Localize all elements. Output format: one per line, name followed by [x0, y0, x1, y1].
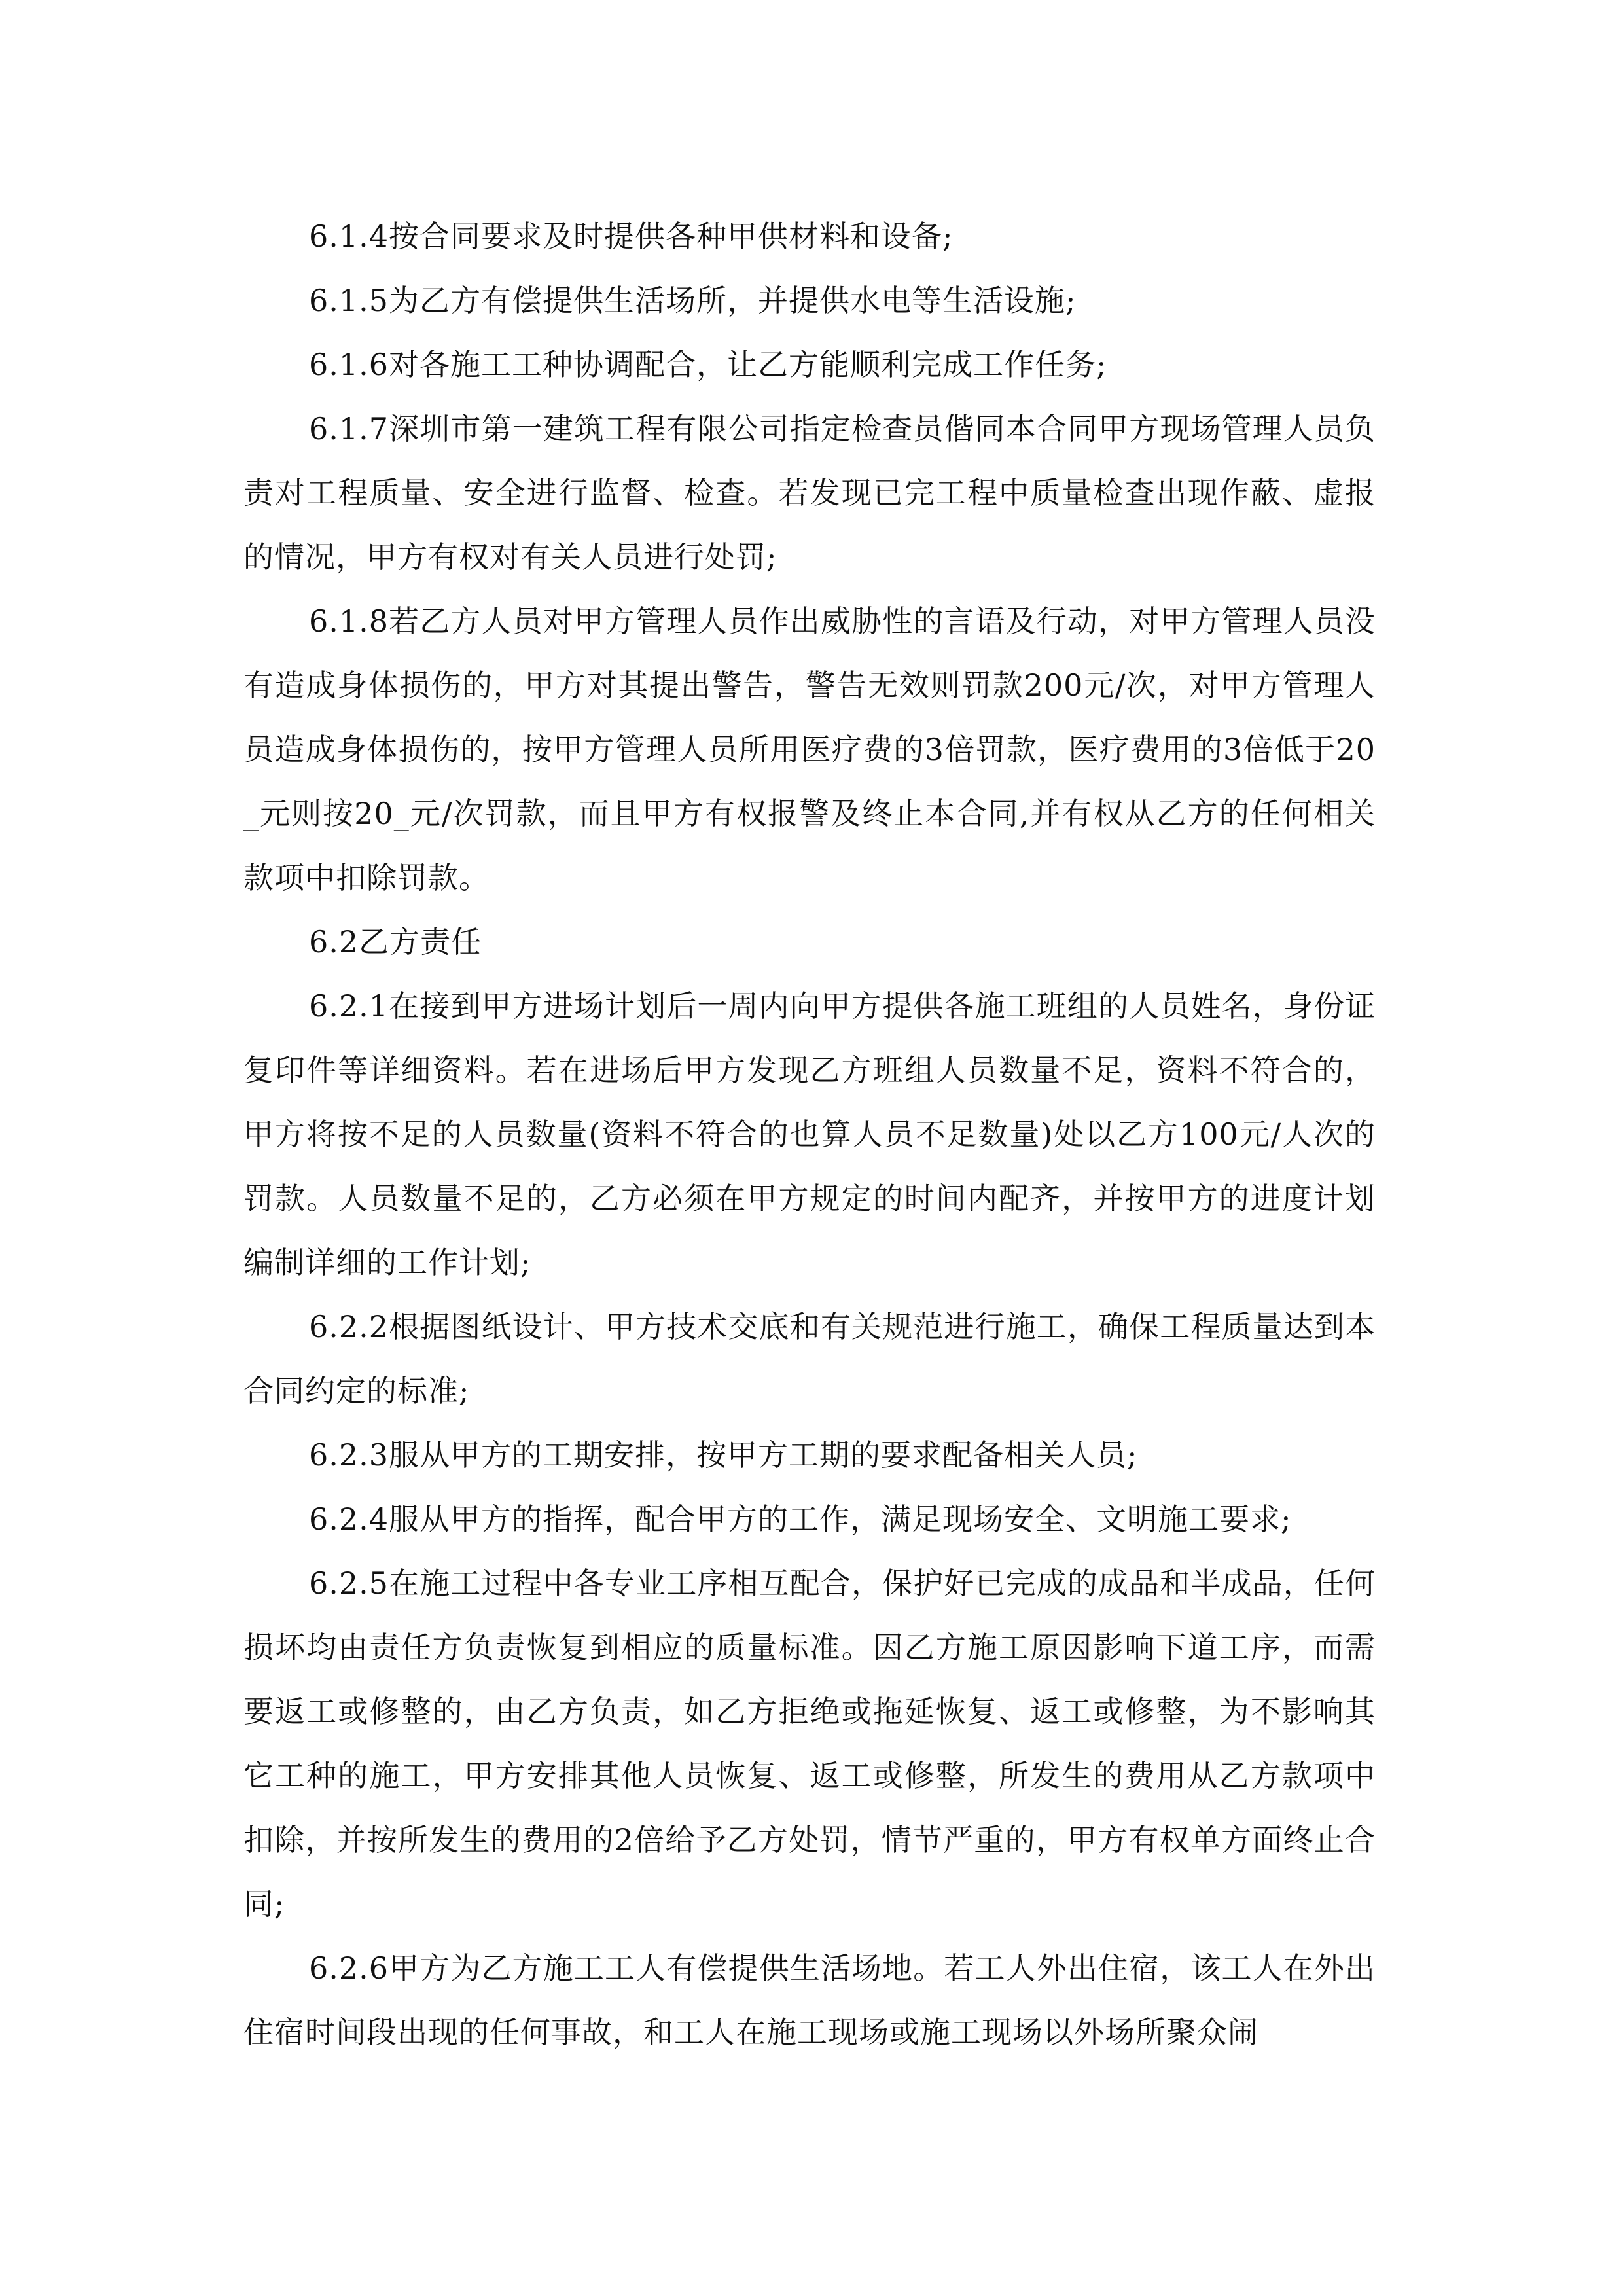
clause-6-1-7: 6.1.7深圳市第一建筑工程有限公司指定检查员偕同本合同甲方现场管理人员负责对工程质量、安全进行监督、检查。若发现已完工程中质量检查出现作蔽、虚报的情况，甲方有权对有关人员进行处罚; [243, 411, 1376, 575]
clause-6-2-2: 6.2.2根据图纸设计、甲方技术交底和有关规范进行施工，确保工程质量达到本合同约定的标准; [243, 1309, 1376, 1408]
document-body [243, 204, 1376, 2064]
section-heading-6-2: 6.2乙方责任 [309, 924, 482, 960]
clause-6-2-6: 6.2.6甲方为乙方施工工人有偿提供生活场地。若工人外出住宿，该工人在外出住宿时间段出现的任何事故，和工人在施工现场或施工现场以外场所聚众闹 [243, 1950, 1376, 2050]
clause-6-2-4: 6.2.4服从甲方的指挥，配合甲方的工作，满足现场安全、文明施工要求; [309, 1501, 1292, 1537]
clause-6-1-5: 6.1.5为乙方有偿提供生活场所，并提供水电等生活设施; [309, 283, 1077, 318]
clause-6-1-6: 6.1.6对各施工工种协调配合，让乙方能顺利完成工作任务; [309, 347, 1107, 382]
clause-6-1-4: 6.1.4按合同要求及时提供各种甲供材料和设备; [309, 219, 954, 254]
clause-6-2-1: 6.2.1在接到甲方进场计划后一周内向甲方提供各施工班组的人员姓名，身份证复印件等详细资料。若在进场后甲方发现乙方班组人员数量不足，资料不符合的，甲方将按不足的人员数量(资料不符合的也算人员不足数量)处以乙方100元/人次的罚款。人员数量不足的，乙方必须在甲方规定的时间内配齐，并按甲方的进度计划编制详细的工作计划; [243, 988, 1376, 1280]
clause-6-2-5: 6.2.5在施工过程中各专业工序相互配合，保护好已完成的成品和半成品，任何损坏均由责任方负责恢复到相应的质量标准。因乙方施工原因影响下道工序，而需要返工或修整的，由乙方负责，如乙方拒绝或拖延恢复、返工或修整，为不影响其它工种的施工，甲方安排其他人员恢复、返工或修整，所发生的费用从乙方款项中扣除，并按所发生的费用的2倍给予乙方处罚，情节严重的，甲方有权单方面终止合同; [243, 1566, 1376, 1922]
clause-6-2-3: 6.2.3服从甲方的工期安排，按甲方工期的要求配备相关人员; [309, 1437, 1138, 1473]
clause-6-1-8: 6.1.8若乙方人员对甲方管理人员作出威胁性的言语及行动，对甲方管理人员没有造成身体损伤的，甲方对其提出警告，警告无效则罚款200元/次，对甲方管理人员造成身体损伤的，按甲方管理人员所用医疗费的3倍罚款，医疗费用的3倍低于20_元则按20_元/次罚款，而且甲方有权报警及终止本合同,并有权从乙方的任何相关款项中扣除罚款。 [243, 603, 1376, 895]
